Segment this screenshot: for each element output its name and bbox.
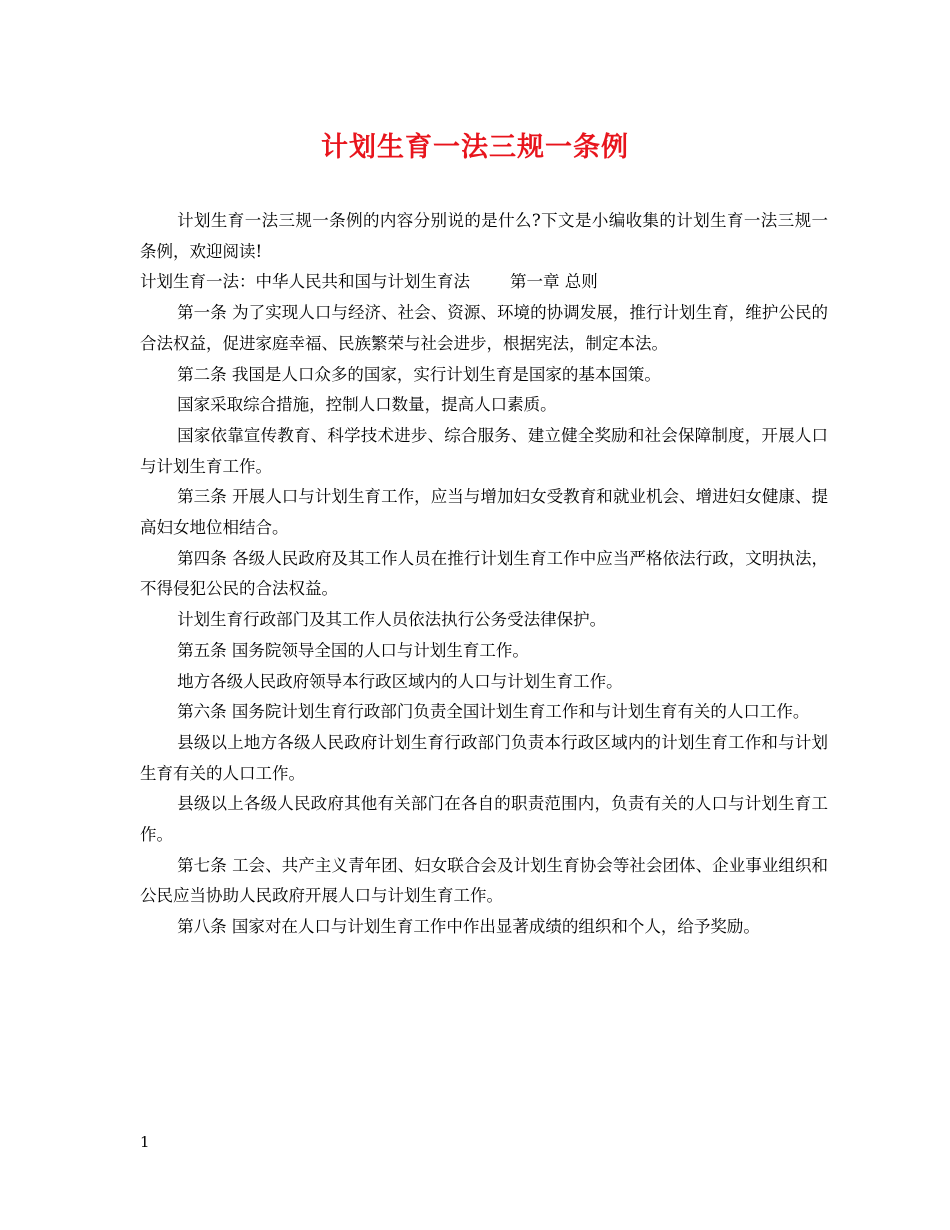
article-paragraph: 第一条 为了实现人口与经济、社会、资源、环境的协调发展，推行计划生育，维护公民的合法权益，促进家庭幸福、民族繁荣与社会进步，根据宪法，制定本法。: [140, 303, 828, 353]
article-paragraph: 地方各级人民政府领导本行政区域内的人口与计划生育工作。: [177, 671, 623, 691]
document-body: [140, 206, 828, 943]
article-paragraph: 第五条 国务院领导全国的人口与计划生育工作。: [177, 640, 529, 660]
intro-paragraph: 计划生育一法三规一条例的内容分别说的是什么?下文是小编收集的计划生育一法三规一条例，欢迎阅读!: [140, 211, 828, 261]
article-paragraph: 国家采取综合措施，控制人口数量，提高人口素质。: [177, 395, 557, 415]
article-paragraph: 第二条 我国是人口众多的国家，实行计划生育是国家的基本国策。: [177, 364, 661, 384]
article-paragraph: 第三条 开展人口与计划生育工作，应当与增加妇女受教育和就业机会、增进妇女健康、提高妇女地位相结合。: [140, 487, 828, 538]
chapter-title: 第一章 总则: [510, 272, 598, 292]
article-paragraph: 县级以上各级人民政府其他有关部门在各自的职责范围内，负责有关的人口与计划生育工作。: [140, 794, 828, 845]
article-paragraph: 第八条 国家对在人口与计划生育工作中作出显著成绩的组织和个人，给予奖励。: [177, 917, 760, 937]
law-heading: [140, 267, 828, 298]
article-paragraph: 第七条 工会、共产主义青年团、妇女联合会及计划生育协会等社会团体、企业事业组织和公民应当协助人民政府开展人口与计划生育工作。: [140, 855, 828, 906]
article-paragraph: 第四条 各级人民政府及其工作人员在推行计划生育工作中应当严格依法行政，文明执法，不得侵犯公民的合法权益。: [140, 548, 828, 599]
article-paragraph: 县级以上地方各级人民政府计划生育行政部门负责本行政区域内的计划生育工作和与计划生育有关的人口工作。: [140, 732, 828, 783]
article-paragraph: 第六条 国务院计划生育行政部门负责全国计划生育工作和与计划生育有关的人口工作。: [177, 702, 810, 722]
page-number: 1: [140, 1133, 150, 1151]
article-paragraph: 国家依靠宣传教育、科学技术进步、综合服务、建立健全奖励和社会保障制度，开展人口与计划生育工作。: [140, 425, 828, 476]
document-title: 计划生育一法三规一条例: [321, 132, 629, 163]
law-title: 计划生育一法：中华人民共和国与计划生育法: [140, 272, 470, 292]
article-paragraph: 计划生育行政部门及其工作人员依法执行公务受法律保护。: [177, 610, 607, 630]
